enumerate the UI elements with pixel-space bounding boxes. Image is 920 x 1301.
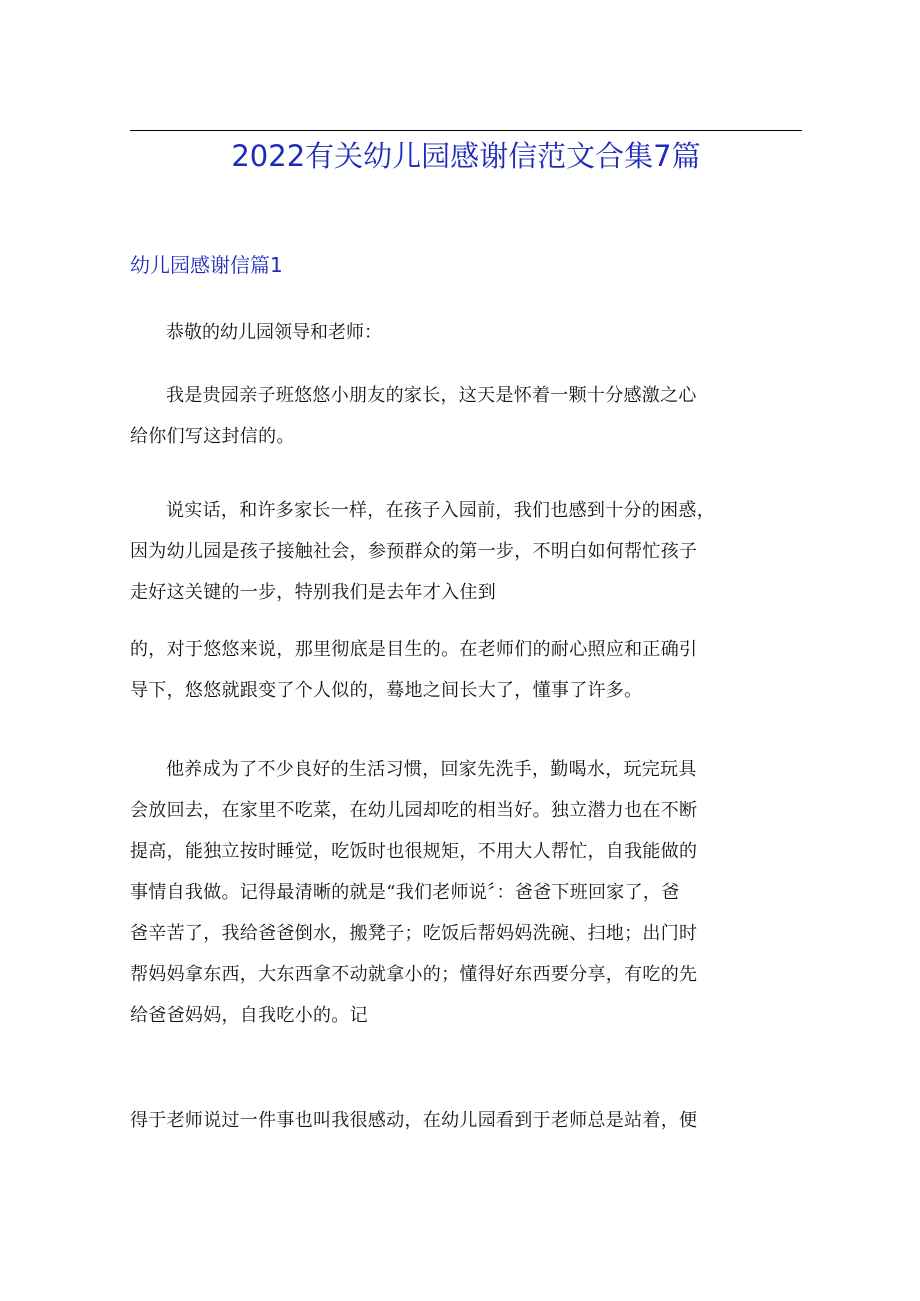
paragraph-line: 给你们写这封信的。 [130, 426, 295, 447]
paragraph-line: 因为幼儿园是孩子接触社会，参预群众的第一步，不明白如何帮忙孩子 [130, 541, 698, 562]
paragraph-line: 得于老师说过一件事也叫我很感动，在幼儿园看到于老师总是站着，便 [130, 1110, 698, 1131]
paragraph-line: 说实话，和许多家长一样，在孩子入园前，我们也感到十分的困惑， [166, 500, 715, 521]
paragraph-line: 给爸爸妈妈，自我吃小的。记 [130, 1005, 368, 1026]
paragraph-line: 爸辛苦了，我给爸爸倒水，搬凳子；吃饭后帮妈妈洗碗、扫地；出门时 [130, 923, 698, 944]
section-heading: 幼儿园感谢信篇1 [130, 253, 283, 277]
paragraph-line: 我是贵园亲子班悠悠小朋友的家长，这天是怀着一颗十分感激之心 [166, 385, 697, 406]
paragraph-line: 他养成为了不少良好的生活习惯，回家先洗手，勤喝水，玩完玩具 [166, 759, 697, 780]
paragraph-line: 事情自我做。记得最清晰的就是“我们老师说〞：爸爸下班回家了，爸 [130, 882, 680, 903]
paragraph [130, 1100, 802, 1141]
paragraph-line: 的，对于悠悠来说，那里彻底是目生的。在老师们的耐心照应和正确引 [130, 639, 698, 660]
paragraph-line: 帮妈妈拿东西，大东西拿不动就拿小的；懂得好东西要分享，有吃的先 [130, 964, 698, 985]
paragraph [130, 490, 802, 613]
paragraph-line: 走好这关键的一步，特别我们是去年才入住到 [130, 582, 496, 603]
paragraph [130, 375, 802, 457]
salutation: 恭敬的幼儿园领导和老师： [166, 322, 382, 343]
paragraph-line: 导下，悠悠就跟变了个人似的，蓦地之间长大了，懂事了许多。 [130, 680, 643, 701]
paragraph-line: 提高，能独立按时睡觉，吃饭时也很规矩，不用大人帮忙，自我能做的 [130, 841, 698, 862]
header-rule [130, 130, 802, 131]
paragraph [130, 749, 802, 1036]
paragraph [130, 629, 802, 711]
paragraph-line: 会放回去，在家里不吃菜，在幼儿园却吃的相当好。独立潜力也在不断 [130, 800, 698, 821]
document-title: 2022有关幼儿园感谢信范文合集7篇 [231, 139, 701, 173]
